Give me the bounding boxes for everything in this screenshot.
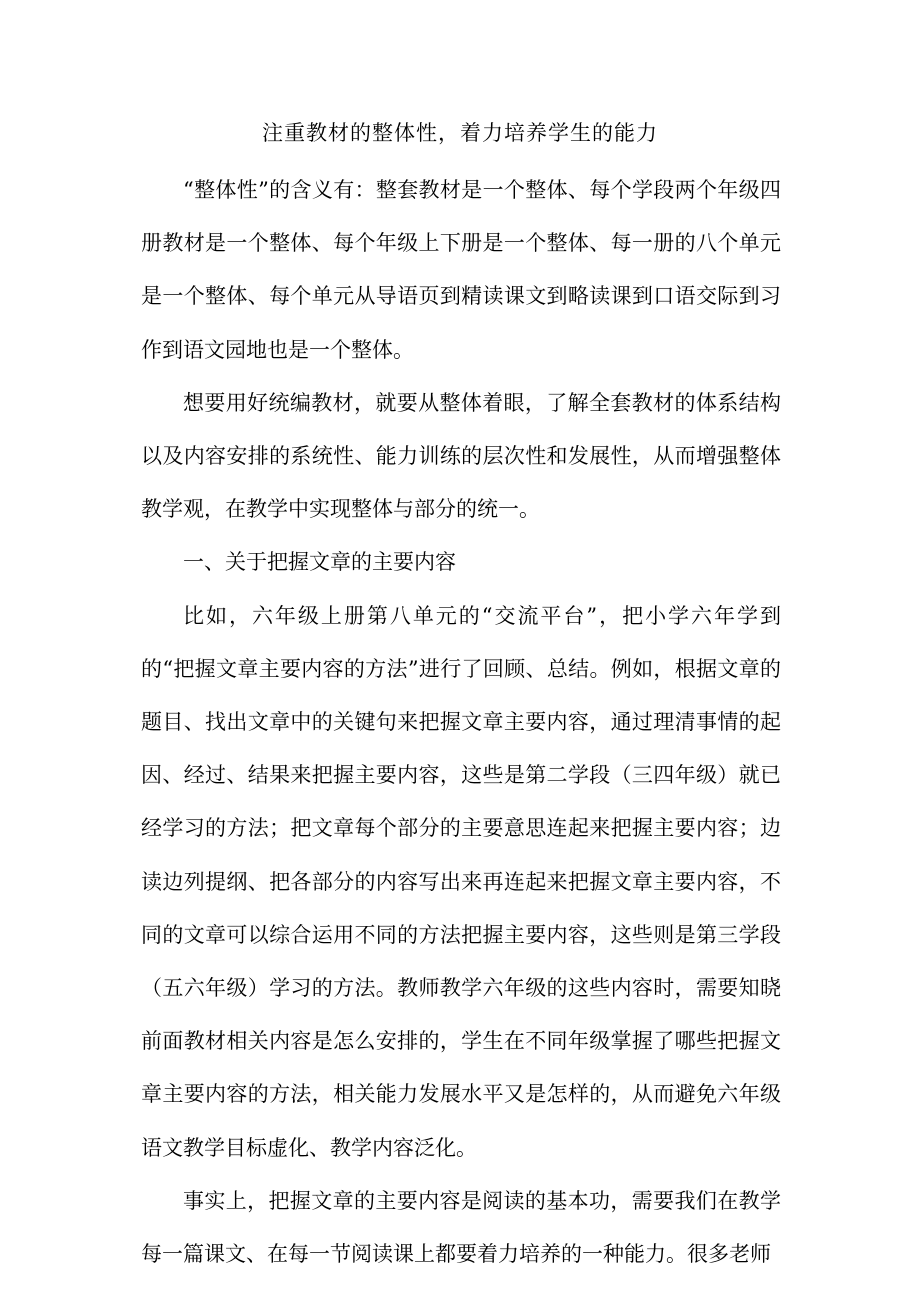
document-title: 注重教材的整体性，着力培养学生的能力 xyxy=(262,121,658,145)
paragraph-definition: “整体性”的含义有：整套教材是一个整体、每个学段两个年级四册教材是一个整体、每个年级上下册是一个整体、每一册的八个单元是一个整体、每个单元从导语页到精读课文到略读课到口语交际到习作到语文园地也是一个整体。 xyxy=(141,178,781,362)
paragraph-conclusion: 事实上，把握文章的主要内容是阅读的基本功，需要我们在教学每一篇课文、在每一节阅读课上都要着力培养的一种能力。很多老师 xyxy=(141,1188,781,1267)
section-heading: 一、关于把握文章的主要内容 xyxy=(183,550,456,575)
paragraph-example: 比如，六年级上册第八单元的“交流平台”，把小学六年学到的“把握文章主要内容的方法”进行了回顾、总结。例如，根据文章的题目、找出文章中的关键句来把握文章主要内容，通过理清事情的起因、经过、结果来把握主要内容，这些是第二学段（三四年级）就已经学习的方法；把文章每个部分的主要意思连起来把握主要内容；边读边列提纲、把各部分的内容写出来再连起来把握文章主要内容，不同的文章可以综合运用不同的方法把握主要内容，这些则是第三学段（五六年级）学习的方法。教师教学六年级的这些内容时，需要知晓前面教材相关内容是怎么安排的，学生在不同年级掌握了哪些把握文章主要内容的方法，相关能力发展水平又是怎样的，从而避免六年级语文教学目标虚化、教学内容泛化。 xyxy=(141,603,781,1160)
document-body xyxy=(141,164,781,1281)
paragraph-overview: 想要用好统编教材，就要从整体着眼，了解全套教材的体系结构以及内容安排的系统性、能力训练的层次性和发展性，从而增强整体教学观，在教学中实现整体与部分的统一。 xyxy=(141,390,781,522)
